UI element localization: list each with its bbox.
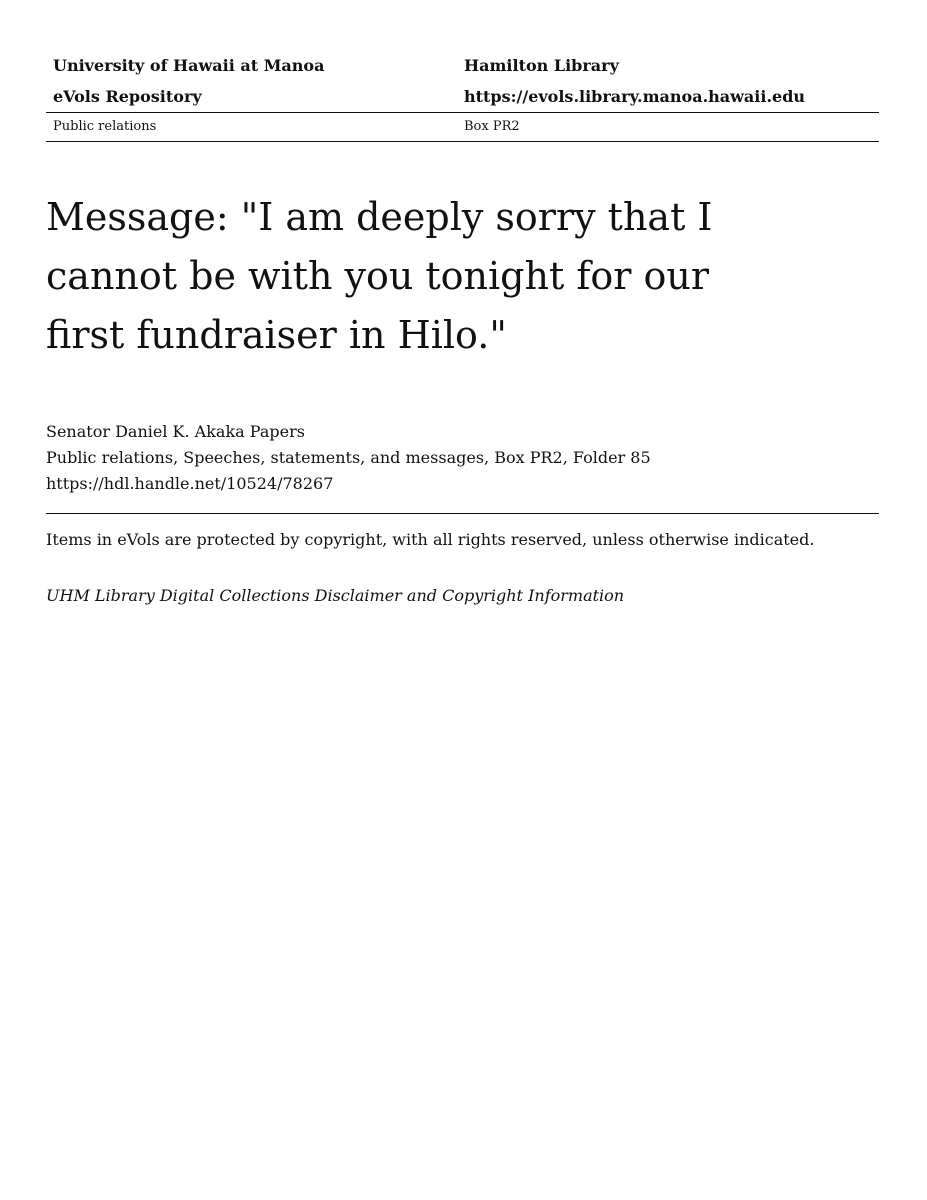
document-title: Message: "I am deeply sorry that I cannot be with you tonight for our first fundraiser in Hilo." xyxy=(46,195,713,357)
document-metadata xyxy=(46,419,651,497)
folder-location: Public relations, Speeches, statements, and messages, Box PR2, Folder 85 xyxy=(46,448,651,467)
repository-url-link[interactable]: https://evols.library.manoa.hawaii.edu xyxy=(464,87,806,106)
header-row-repository xyxy=(46,81,879,112)
disclaimer-link[interactable]: UHM Library Digital Collections Disclaimer and Copyright Information xyxy=(46,586,625,605)
library-name: Hamilton Library xyxy=(464,56,619,75)
header-row-series xyxy=(46,113,879,141)
header-row-institution xyxy=(46,50,879,81)
header-bottom-divider xyxy=(46,141,879,142)
handle-url-link[interactable]: https://hdl.handle.net/10524/78267 xyxy=(46,474,334,493)
repository-name: eVols Repository xyxy=(53,87,202,106)
section-divider xyxy=(46,513,879,514)
header-table xyxy=(46,50,879,142)
box-label: Box PR2 xyxy=(464,119,520,134)
series-label: Public relations xyxy=(53,119,157,134)
institution-name: University of Hawaii at Manoa xyxy=(53,56,325,75)
rights-statement: Items in eVols are protected by copyright, with all rights reserved, unless otherwise indicated. xyxy=(46,530,815,549)
collection-name: Senator Daniel K. Akaka Papers xyxy=(46,422,305,441)
